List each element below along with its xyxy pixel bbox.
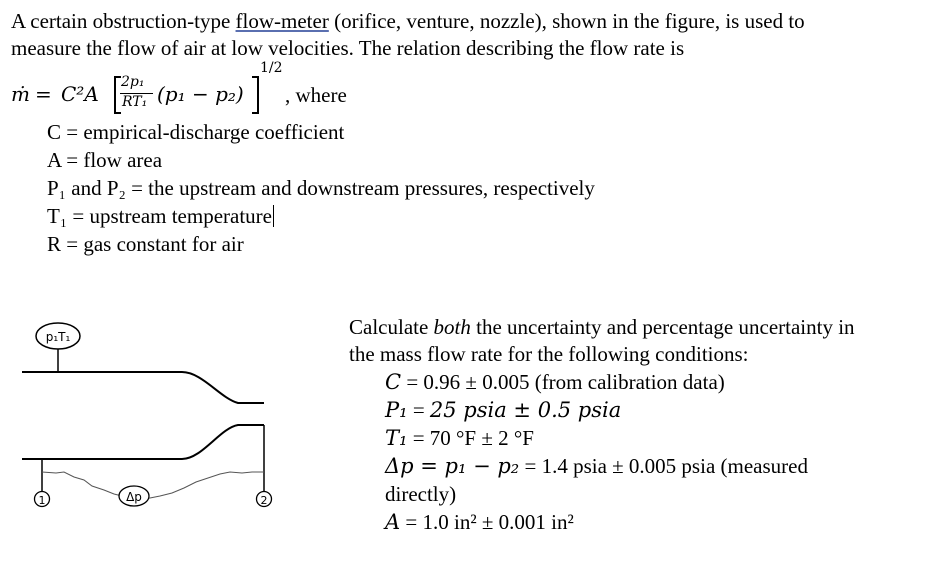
pressure-difference: (p₁ − p₂) — [157, 82, 244, 106]
definition-a: A = flow area — [47, 148, 163, 172]
condition-p1-eq: = — [407, 398, 430, 422]
formula-equals: = — [35, 82, 52, 106]
text-cursor — [273, 205, 274, 227]
condition-t1-symbol: T₁ — [385, 426, 408, 450]
condition-area-symbol: A — [385, 510, 401, 534]
condition-c-eq: = — [401, 370, 424, 394]
p1t1-label: p₁T₁ — [45, 330, 71, 344]
condition-c-symbol: C — [385, 370, 402, 394]
condition-p1-value: 25 psia ± 0.5 psia — [429, 398, 622, 422]
task-line-2: the mass flow rate for the following conditions: — [349, 342, 749, 366]
fraction-numerator: 2p₁ — [121, 74, 145, 90]
condition-c-value: 0.96 ± 0.005 (from calibration data) — [423, 370, 725, 394]
problem-line-1-pre: A certain obstruction-type — [11, 9, 236, 33]
problem-line-1 — [11, 8, 805, 34]
condition-c — [385, 369, 725, 395]
condition-delta-p-symbol: Δp = p₁ − p₂ — [385, 454, 520, 478]
condition-area-eq: = — [400, 510, 423, 534]
right-bracket — [252, 76, 259, 114]
station-1-label: 1 — [38, 494, 46, 507]
definition-gas-constant: R = gas constant for air — [47, 232, 244, 256]
condition-delta-p-continued: directly) — [385, 482, 457, 506]
definition-pressures: P₁ and P₂ = the upstream and downstream pressures, respectively — [47, 176, 595, 200]
formula-coefficient: C²A — [61, 82, 99, 106]
task-line-1-post: the uncertainty and percentage uncertainty in — [470, 315, 855, 339]
delta-p-label: Δp — [126, 490, 142, 504]
upper-pipe-wall — [22, 372, 264, 403]
flow-meter-figure — [0, 300, 330, 530]
definition-temperature-text: T₁ = upstream temperature — [47, 204, 272, 228]
condition-t1-value: 70 °F ± 2 °F — [429, 426, 534, 450]
condition-area-value: 1.0 in² ± 0.001 in² — [422, 510, 574, 534]
condition-t1 — [385, 425, 534, 451]
task-emphasis: both — [433, 315, 471, 339]
condition-p1-symbol: P₁ — [385, 398, 408, 422]
condition-t1-eq: = — [407, 426, 430, 450]
task-line-1 — [349, 314, 855, 340]
flow-meter-link[interactable]: flow-meter — [235, 9, 329, 33]
task-line-1-pre: Calculate — [349, 315, 434, 339]
condition-area — [385, 509, 574, 535]
fraction-denominator: RT₁ — [122, 94, 148, 110]
left-bracket — [114, 76, 121, 114]
definition-temperature — [47, 203, 274, 229]
manometer-line — [42, 472, 264, 499]
problem-line-1-post: (orifice, venture, nozzle), shown in the figure, is used to — [328, 9, 805, 33]
station-2-label: 2 — [260, 494, 268, 507]
lower-pipe-wall — [22, 425, 264, 459]
condition-delta-p-eq: = — [519, 454, 542, 478]
condition-delta-p-value: 1.4 psia ± 0.005 psia (measured — [541, 454, 808, 478]
definition-c: C = empirical-discharge coefficient — [47, 120, 345, 144]
flow-rate-formula — [11, 60, 411, 116]
formula-where: , where — [285, 83, 347, 107]
problem-line-2: measure the flow of air at low velocities. The relation describing the flow rate is — [11, 36, 685, 60]
condition-delta-p — [385, 453, 808, 479]
formula-lhs: ṁ — [11, 82, 30, 106]
formula-exponent: 1/2 — [260, 60, 283, 76]
condition-p1 — [385, 397, 621, 423]
